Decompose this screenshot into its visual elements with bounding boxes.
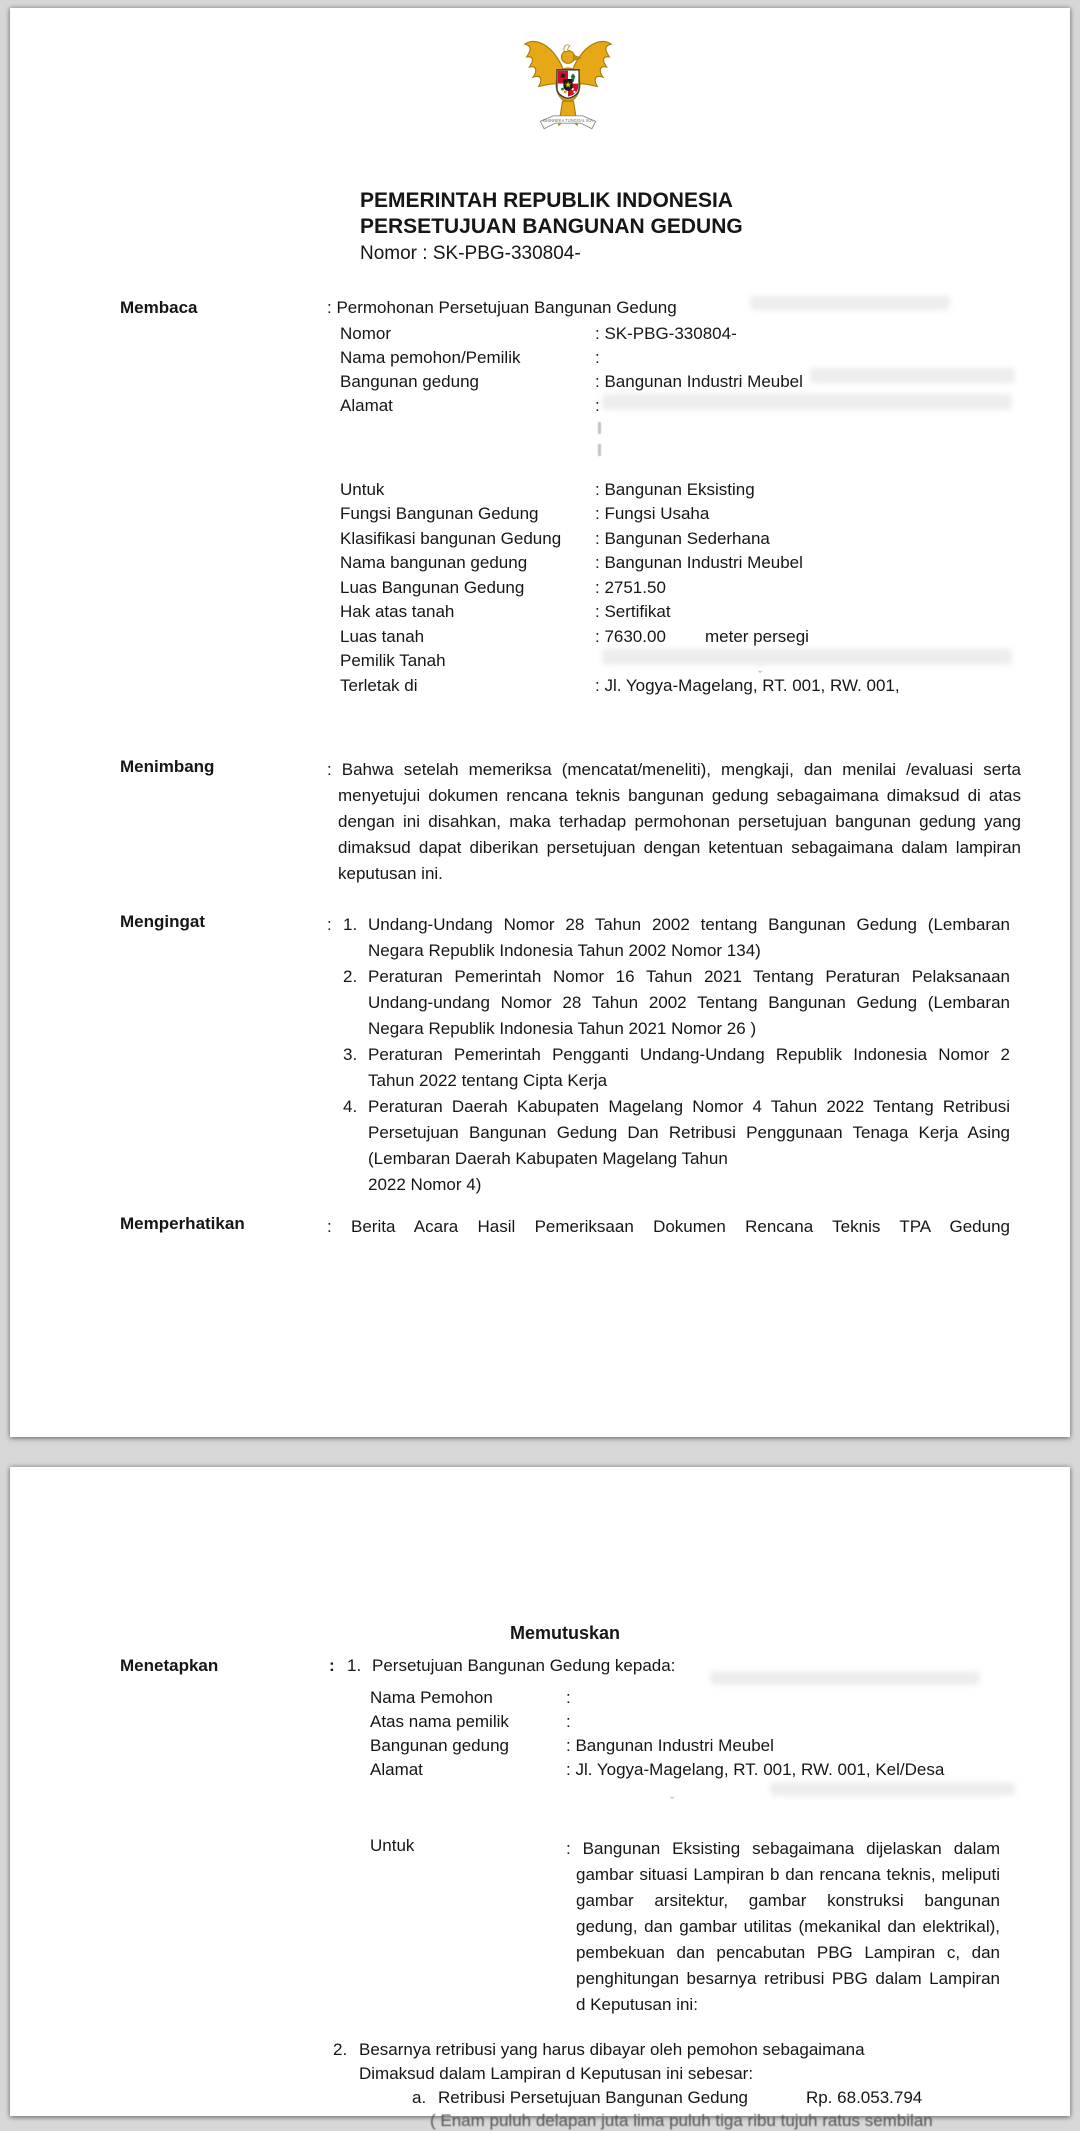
menimbang-paragraph: : Bahwa setelah memeriksa (mencatat/meneliti), mengkaji, dan menilai /evaluasi serta menyetujui dokumen rencana teknis bangunan gedung sebagaimana dimaksud di atas dengan ini disahkan, maka terhadap permohonan persetujuan bangunan gedung yang dimaksud dapat diberikan persetujuan dengan ketentuan sebagaimana dalam lampiran keputusan ini. <box>327 760 1021 883</box>
redacted-line-remnant <box>598 444 601 456</box>
redacted-text-remnant: ˬ <box>670 1784 675 1799</box>
field-key: Atas nama pemilik <box>370 1712 509 1731</box>
item2-number: 2. <box>333 2040 348 2059</box>
section-label-membaca: Membaca <box>120 298 198 317</box>
field-key: Bangunan gedung <box>340 372 479 391</box>
section-label-memperhatikan: Memperhatikan <box>120 1214 245 1233</box>
star-icon: ★ <box>564 80 572 90</box>
document-page-1 <box>10 8 1070 1437</box>
sub-item-a-text: Retribusi Persetujuan Bangunan Gedung <box>438 2088 748 2107</box>
memperhatikan-line: : Berita Acara Hasil Pemeriksaan Dokumen Rencana Teknis TPA Gedung <box>327 1217 1010 1236</box>
field-value: : Jl. Yogya-Magelang, RT. 001, RW. 001, <box>595 676 900 695</box>
untuk-paragraph: : Bangunan Eksisting sebagaimana dijelaskan dalam gambar situasi Lampiran b dan rencana teknis, meliputi gambar arsitektur, gambar konstruksi bangunan gedung, dan gambar utilitas (mekanikal dan elektrikal), pembekuan dan pencabutan PBG Lampiran c, dan penghitungan besarnya retribusi PBG dalam Lampiran d Keputusan ini: <box>566 1839 1000 2014</box>
item-text-wrap <box>368 1094 1010 1198</box>
item2-line2: Dimaksud dalam Lampiran d Keputusan ini sebesar: <box>359 2064 754 2083</box>
field-key: Luas tanah <box>340 627 425 646</box>
field-key-untuk: Untuk <box>370 1836 415 1855</box>
field-key: Alamat <box>340 396 393 415</box>
sub-item-a-amount: Rp. 68.053.794 <box>806 2088 923 2107</box>
memutuskan-heading: Memutuskan <box>509 1623 621 1643</box>
redaction-blur <box>810 368 1015 383</box>
field-value: : Bangunan Eksisting <box>595 480 755 499</box>
document-page-2 <box>10 1467 1070 2130</box>
field-value: : <box>566 1688 571 1707</box>
item-number: 4. <box>343 1097 358 1116</box>
field-value: : 7630.00 <box>595 627 666 646</box>
sub-item-a-number: a. <box>412 2088 427 2107</box>
redaction-blur <box>602 394 1012 410</box>
mengingat-item <box>343 1042 1010 1094</box>
field-key: Nama Pemohon <box>370 1688 493 1707</box>
item2-line1: Besarnya retribusi yang harus dibayar oleh pemohon sebagaimana <box>359 2040 865 2059</box>
list-colon: : <box>327 915 332 934</box>
field-key: Nomor <box>340 324 392 343</box>
section-label-menetapkan: Menetapkan <box>120 1656 219 1675</box>
field-value: : SK-PBG-330804- <box>595 324 737 343</box>
field-key: Alamat <box>370 1760 423 1779</box>
item-text: Undang-Undang Nomor 28 Tahun 2002 tentang Bangunan Gedung (Lembaran Negara Republik Indonesia Tahun 2002 Nomor 134) <box>368 915 1010 960</box>
field-value: : <box>566 1712 571 1731</box>
section-label-menimbang: Menimbang <box>120 757 215 776</box>
redaction-blur <box>710 1671 980 1685</box>
field-key: Terletak di <box>340 676 418 695</box>
field-value: : Fungsi Usaha <box>595 504 710 523</box>
field-value: : Sertifikat <box>595 602 671 621</box>
header-title-doc-type: PERSETUJUAN BANGUNAN GEDUNG <box>360 215 743 238</box>
field-key: Hak atas tanah <box>340 602 455 621</box>
item-text: Peraturan Daerah Kabupaten Magelang Nomor 4 Tahun 2022 Tentang Retribusi Persetujuan Bangunan Gedung Dan Retribusi Penggunaan Tenaga Kerja Asing (Lembaran Daerah Kabupaten Magelang Tahun <box>368 1097 1010 1168</box>
field-key: Fungsi Bangunan Gedung <box>340 504 539 523</box>
menetapkan-colon: : <box>329 1656 335 1675</box>
emblem-ribbon-text: BHINNEKA TUNGGAL IKA <box>543 117 593 123</box>
field-key: Luas Bangunan Gedung <box>340 578 525 597</box>
redaction-blur <box>750 296 950 310</box>
redaction-blur <box>770 1782 1015 1796</box>
field-value: : Bangunan Industri Meubel <box>595 372 803 391</box>
membaca-intro: : Permohonan Persetujuan Bangunan Gedung <box>327 298 677 317</box>
mengingat-item <box>343 912 1010 964</box>
field-key: Pemilik Tanah <box>340 651 446 670</box>
item-number: 1. <box>343 915 358 934</box>
item-text: Peraturan Pemerintah Nomor 16 Tahun 2021 Tentang Peraturan Pelaksanaan Undang-undang Nomor 28 Tahun 2002 Tentang Bangunan Gedung (Lembaran Negara Republik Indonesia Tahun 2021 Nomor 26 ) <box>368 967 1010 1038</box>
mengingat-list <box>343 912 1010 1198</box>
redacted-text-remnant: ˬ <box>758 658 763 673</box>
clipped-bottom-text: ( Enam puluh delapan juta lima puluh tiga ribu tujuh ratus sembilan <box>430 2111 933 2130</box>
field-key: Nama bangunan gedung <box>340 553 528 572</box>
garuda-pancasila-emblem <box>522 33 614 137</box>
redaction-blur <box>602 649 1012 665</box>
field-key: Nama pemohon/Pemilik <box>340 348 521 367</box>
item-number: 3. <box>343 1045 358 1064</box>
header-title-country: PEMERINTAH REPUBLIK INDONESIA <box>360 189 733 212</box>
mengingat-item <box>343 964 1010 1042</box>
field-value: : <box>595 396 600 415</box>
item-text-tail: 2022 Nomor 4) <box>368 1175 482 1194</box>
field-key: Bangunan gedung <box>370 1736 509 1755</box>
garuda-emblem-graphic <box>522 33 614 137</box>
item-number: 2. <box>343 967 358 986</box>
field-key: Untuk <box>340 480 385 499</box>
field-value: : Bangunan Sederhana <box>595 529 770 548</box>
field-value: : 2751.50 <box>595 578 666 597</box>
header-doc-number: Nomor : SK-PBG-330804- <box>360 243 581 264</box>
field-key: Klasifikasi bangunan Gedung <box>340 529 562 548</box>
section-label-mengingat: Mengingat <box>120 912 205 931</box>
redacted-line-remnant <box>598 422 601 434</box>
field-value: : <box>595 348 600 367</box>
mengingat-list-block <box>327 912 1010 1198</box>
field-unit: meter persegi <box>705 627 809 646</box>
field-value: : Bangunan Industri Meubel <box>595 553 803 572</box>
item1-number: 1. <box>347 1656 362 1675</box>
field-value: : Jl. Yogya-Magelang, RT. 001, RW. 001, Kel/Desa <box>566 1760 945 1779</box>
item1-intro: Persetujuan Bangunan Gedung kepada: <box>372 1656 676 1675</box>
field-value: : Bangunan Industri Meubel <box>566 1736 774 1755</box>
item-text: Peraturan Pemerintah Pengganti Undang-Undang Republik Indonesia Nomor 2 Tahun 2022 tentang Cipta Kerja <box>368 1045 1010 1090</box>
mengingat-item <box>343 1094 1010 1198</box>
